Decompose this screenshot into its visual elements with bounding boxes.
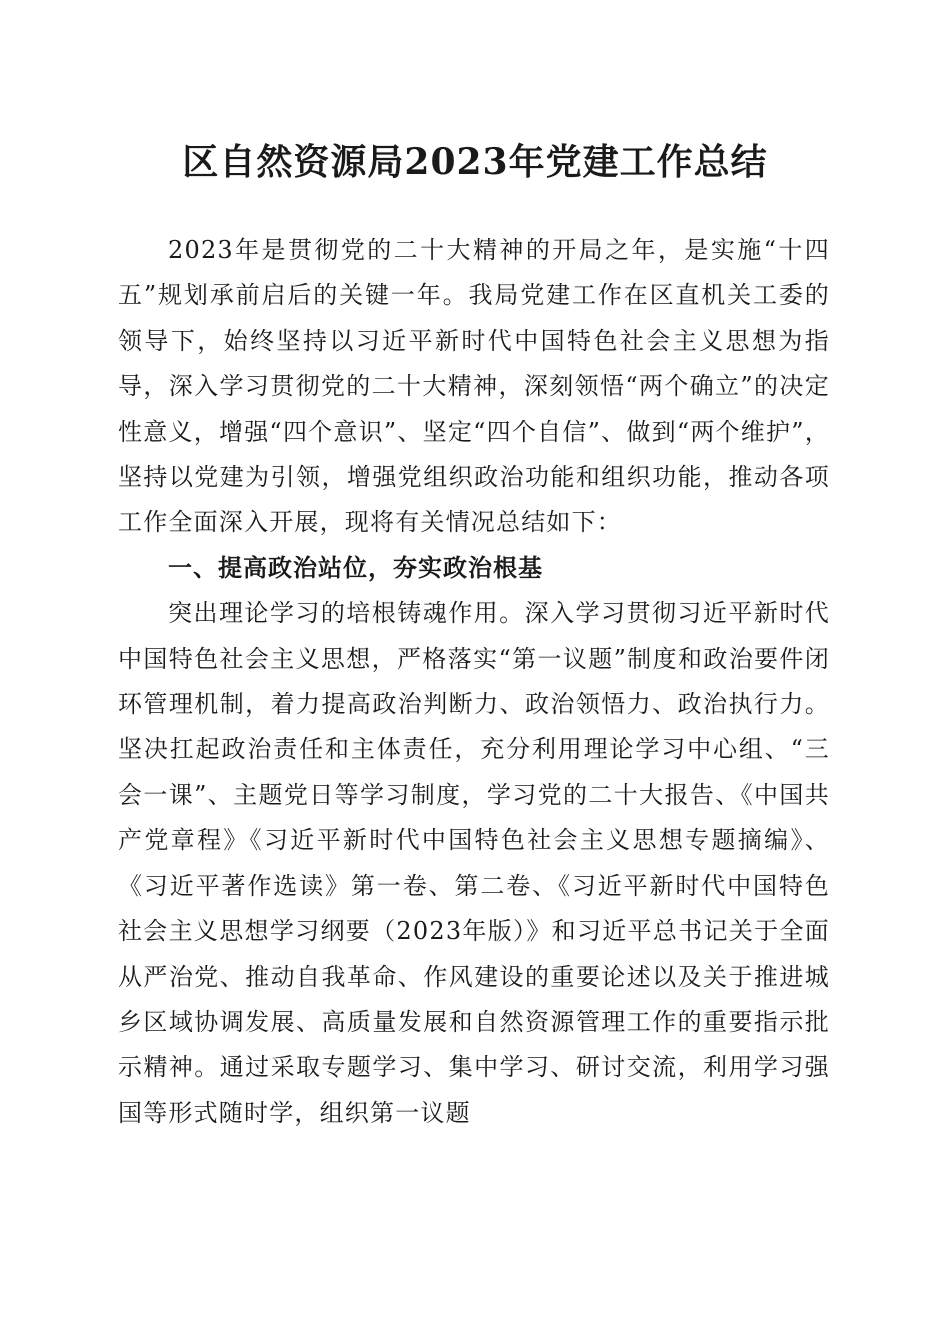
document-body xyxy=(118,228,830,1136)
document-title: 区自然资源局2023年党建工作总结 xyxy=(182,141,768,183)
section-paragraph: 突出理论学习的培根铸魂作用。深入学习贯彻习近平新时代中国特色社会主义思想，严格落实“第一议题”制度和政治要件闭环管理机制，着力提高政治判断力、政治领悟力、政治执行力。坚决扛起政治责任和主体责任，充分利用理论学习中心组、“三会一课”、主题党日等学习制度，学习党的二十大报告、《中国共产党章程》《习近平新时代中国特色社会主义思想专题摘编》、《习近平著作选读》第一卷、第二卷、《习近平新时代中国特色社会主义思想学习纲要（2023年版）》和习近平总书记关于全面从严治党、推动自我革命、作风建设的重要论述以及关于推进城乡区域协调发展、高质量发展和自然资源管理工作的重要指示批示精神。通过采取专题学习、集中学习、研讨交流，利用学习强国等形式随时学，组织第一议题 xyxy=(118,599,830,1127)
section-heading: 一、提高政治站位，夯实政治根基 xyxy=(168,553,543,582)
intro-paragraph: 2023年是贯彻党的二十大精神的开局之年，是实施“十四五”规划承前启后的关键一年。我局党建工作在区直机关工委的领导下，始终坚持以习近平新时代中国特色社会主义思想为指导，深入学习贯彻党的二十大精神，深刻领悟“两个确立”的决定性意义，增强“四个意识”、坚定“四个自信”、做到“两个维护”，坚持以党建为引领，增强党组织政治功能和组织功能，推动各项工作全面深入开展，现将有关情况总结如下： xyxy=(118,236,830,537)
